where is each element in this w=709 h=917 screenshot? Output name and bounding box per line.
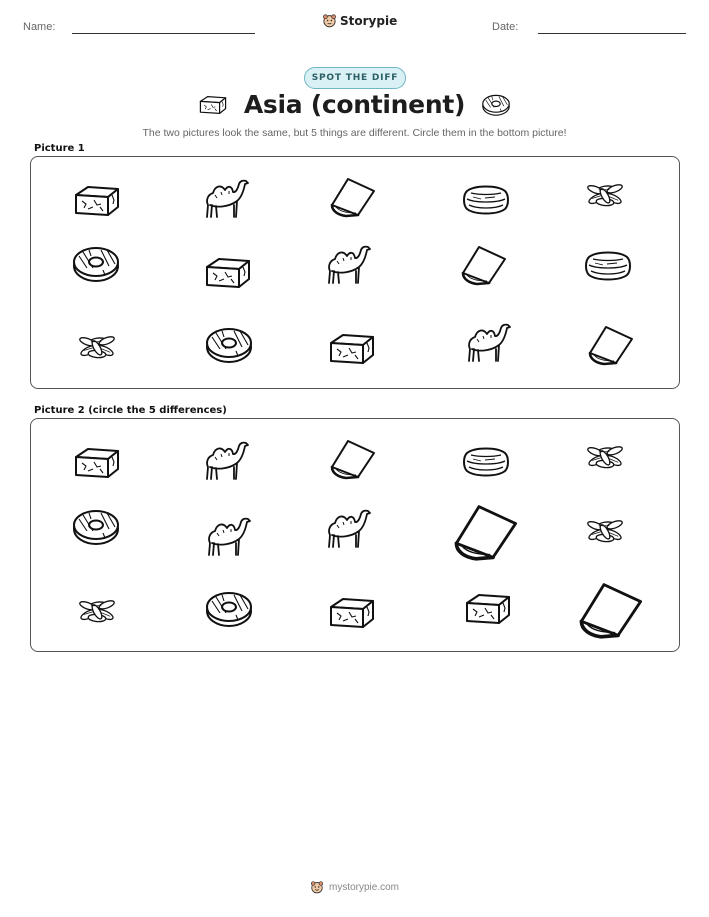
- storypie-logo-icon: [322, 13, 337, 28]
- towel-icon[interactable]: [575, 579, 647, 641]
- dates-icon[interactable]: [75, 593, 119, 629]
- soap-icon[interactable]: [72, 181, 122, 221]
- storypie-logo-icon: [310, 880, 324, 894]
- brand-logo: [322, 13, 397, 28]
- soap-icon[interactable]: [463, 589, 513, 629]
- towel-icon[interactable]: [459, 243, 509, 287]
- soap-icon[interactable]: [72, 443, 122, 483]
- camel-icon[interactable]: [201, 177, 251, 221]
- towel-icon[interactable]: [328, 175, 378, 219]
- soap-icon[interactable]: [327, 593, 377, 633]
- dates-icon[interactable]: [583, 177, 627, 213]
- towel-icon[interactable]: [586, 323, 636, 367]
- ring-icon[interactable]: [71, 507, 121, 547]
- soap-icon[interactable]: [203, 253, 253, 293]
- date-line[interactable]: [538, 33, 686, 34]
- picture-1-panel: [30, 156, 680, 389]
- picture-2-label: Picture 2 (circle the 5 differences): [34, 405, 227, 416]
- camel-icon[interactable]: [201, 439, 251, 483]
- soap-icon[interactable]: [327, 329, 377, 369]
- blanket-icon[interactable]: [461, 181, 511, 221]
- footer-site[interactable]: mystorypie.com: [328, 881, 399, 893]
- activity-badge: SPOT THE DIFF: [304, 67, 406, 89]
- dates-icon[interactable]: [583, 513, 627, 549]
- ring-icon[interactable]: [204, 325, 254, 365]
- brand-name: Storypie: [340, 13, 398, 28]
- instructions: The two pictures look the same, but 5 things are different. Circle them in the bottom picture!: [142, 127, 567, 139]
- footer: [0, 880, 709, 894]
- camel-icon[interactable]: [463, 321, 513, 365]
- dates-icon[interactable]: [583, 439, 627, 475]
- page-title: Asia (continent): [243, 90, 466, 119]
- ring-icon[interactable]: [204, 589, 254, 629]
- soap-icon: [198, 93, 228, 117]
- blanket-icon[interactable]: [461, 443, 511, 483]
- picture-2-panel: [30, 418, 680, 652]
- ring-icon[interactable]: [71, 244, 121, 284]
- blanket-icon[interactable]: [583, 247, 633, 287]
- dates-icon[interactable]: [75, 329, 119, 365]
- towel-icon[interactable]: [449, 501, 523, 563]
- camel-icon[interactable]: [203, 515, 253, 559]
- towel-icon[interactable]: [328, 437, 378, 481]
- name-label: Name:: [23, 21, 56, 33]
- camel-icon[interactable]: [323, 507, 373, 551]
- name-line[interactable]: [72, 33, 255, 34]
- ring-icon: [481, 93, 511, 117]
- camel-icon[interactable]: [323, 243, 373, 287]
- title-row: [0, 90, 709, 119]
- picture-1-label: Picture 1: [34, 143, 85, 154]
- date-label: Date:: [492, 21, 519, 33]
